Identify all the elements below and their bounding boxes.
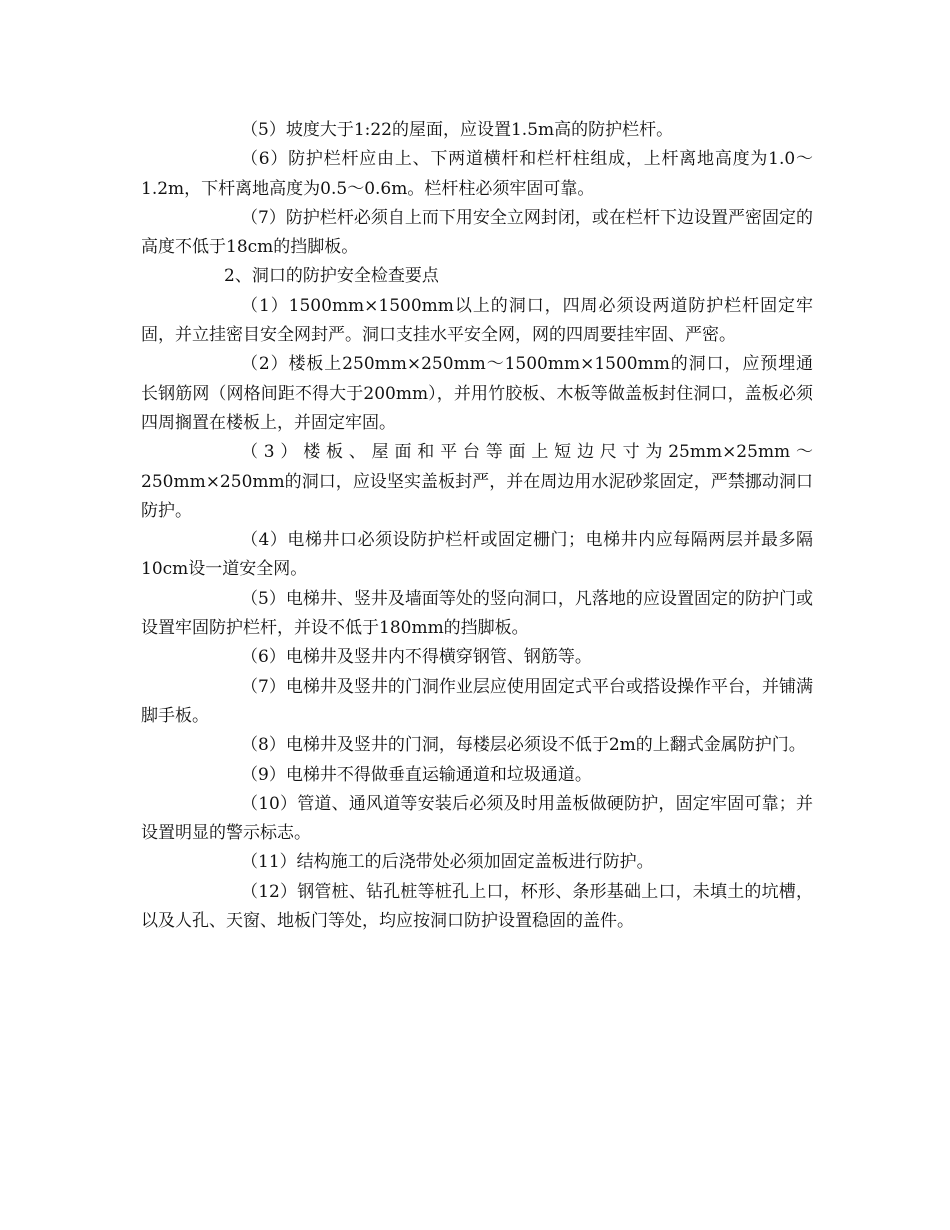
paragraph-elevator-shaft-entrance: （4）电梯井口必须设防护栏杆或固定栅门；电梯井内应每隔两层并最多隔10cm设一道安全网。 [141,530,813,580]
document-body [141,116,813,936]
paragraph-vertical-opening: （5）电梯井、竖井及墙面等处的竖向洞口，凡落地的应设置固定的防护门或设置牢固防护栏杆，并设不低于180mm的挡脚板。 [141,588,813,639]
paragraph-small-opening: （3）楼板、屋面和平台等面上短边尺寸为25mm×25mm～250mm×250mm的洞口，应设坚实盖板封严，并在周边用水泥砂浆固定，严禁挪动洞口防护。 [141,442,813,521]
paragraph-railing-net: （7）防护栏杆必须自上而下用安全立网封闭，或在栏杆下边设置严密固定的高度不低于18cm的挡脚板。 [141,207,813,258]
paragraph-railing-structure: （6）防护栏杆应由上、下两道横杆和栏杆柱组成，上杆离地高度为1.0～1.2m，下杆离地高度为0.5～0.6m。栏杆柱必须牢固可靠。 [141,149,813,199]
section-heading-opening-protection: 2、洞口的防护安全检查要点 [224,266,439,287]
paragraph-pipe-cover: （10）管道、通风道等安装后必须及时用盖板做硬防护，固定牢固可靠；并设置明显的警示标志。 [141,793,813,844]
paragraph-shaft-platform: （7）电梯井及竖井的门洞作业层应使用固定式平台或搭设操作平台，并铺满脚手板。 [141,676,813,726]
paragraph-large-opening: （1）1500mm×1500mm以上的洞口，四周必须设两道防护栏杆固定牢固，并立挂密目安全网封严。洞口支挂水平安全网，网的四周要挂牢固、严密。 [141,295,813,346]
paragraph-shaft-crossing: （6）电梯井及竖井内不得横穿钢管、钢筋等。 [241,647,592,668]
paragraph-shaft-transport: （9）电梯井不得做垂直运输通道和垃圾通道。 [241,764,592,785]
paragraph-shaft-door: （8）电梯井及竖井的门洞，每楼层必须设不低于2m的上翻式金属防护门。 [241,735,806,756]
paragraph-floor-opening: （2）楼板上250mm×250mm～1500mm×1500mm的洞口，应预埋通长钢筋网（网格间距不得大于200mm），并用竹胶板、木板等做盖板封住洞口，盖板必须四周搁置在楼板上，并固定牢固。 [141,354,813,433]
paragraph-roof-railing: （5）坡度大于1:22的屋面，应设置1.5m高的防护栏杆。 [241,120,674,140]
paragraph-post-pour-strip: （11）结构施工的后浇带处必须加固定盖板进行防护。 [241,852,654,873]
paragraph-pile-hole-cover: （12）钢管桩、钻孔桩等桩孔上口，杯形、条形基础上口，未填土的坑槽，以及人孔、天窗、地板门等处，均应按洞口防护设置稳固的盖件。 [141,881,813,932]
